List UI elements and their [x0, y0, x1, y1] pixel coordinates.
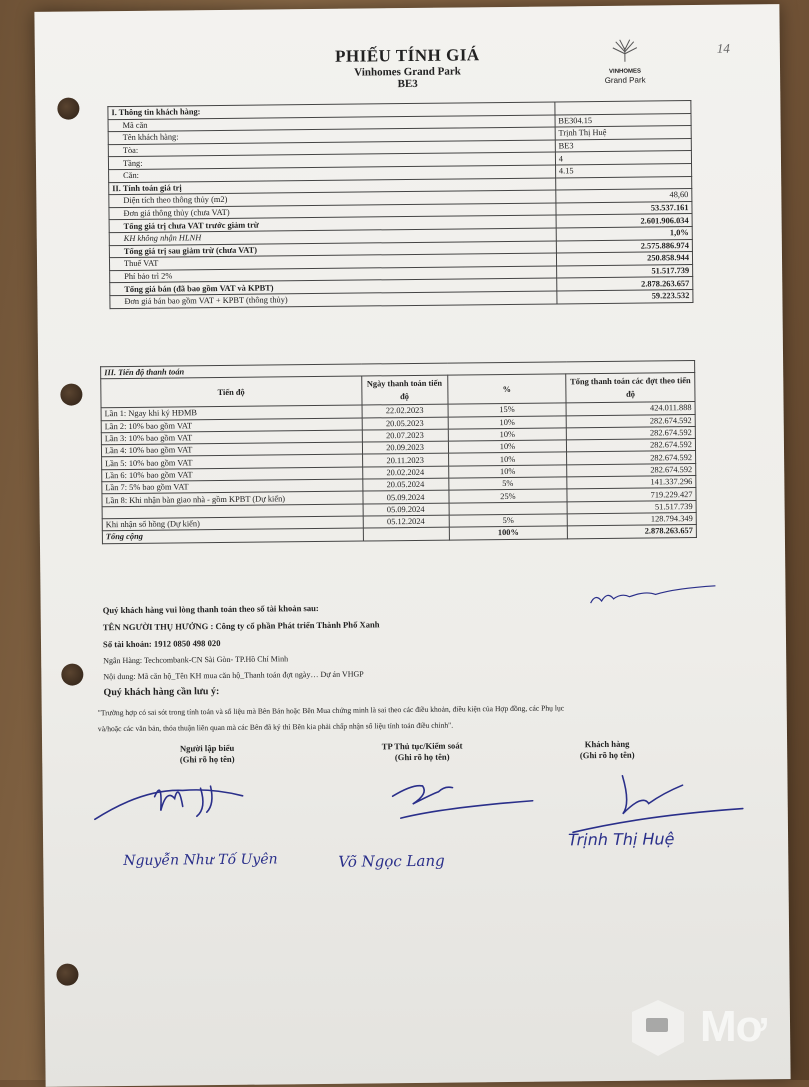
info-value: 4	[555, 151, 691, 165]
punch-hole	[60, 383, 82, 405]
total-pct: 100%	[449, 526, 568, 540]
section-heading: I. Thông tin khách hàng:	[108, 102, 555, 119]
value-amount: 53.537.161	[556, 201, 692, 215]
notice-line: "Trường hợp có sai sót trong tính toán và số liệu mà Bên Bán hoặc Bên Mua chứng minh là sai theo các điều khoản, điều kiện của Hợp đồng, các Phụ lục	[97, 703, 565, 718]
value-label: Tổng giá trị chưa VAT trước giảm trừ	[109, 215, 556, 232]
value-amount: 1,0%	[556, 226, 692, 240]
value-label: Tổng giá trị sau giảm trừ (chưa VAT)	[109, 241, 556, 258]
document-title: PHIẾU TÍNH GIÁ	[334, 45, 480, 66]
logo-sub: Grand Park	[604, 75, 646, 85]
signature-name-preparer: Nguyễn Như Tố Uyên	[123, 851, 278, 870]
project-name: Vinhomes Grand Park	[354, 65, 461, 79]
info-label: Tòa:	[108, 140, 555, 157]
schedule-pct: 5%	[448, 477, 567, 491]
schedule-date: 20.11.2023	[362, 454, 448, 467]
schedule-amount: 141.337.296	[567, 476, 696, 490]
schedule-pct: 10%	[448, 452, 567, 466]
vinhomes-logo	[590, 37, 660, 85]
section-heading: III. Tiến độ thanh toán	[101, 361, 695, 380]
value-label: Đơn giá thông thủy (chưa VAT)	[109, 203, 556, 220]
schedule-label: Lần 3: 10% bao gồm VAT	[101, 430, 362, 445]
building-code: BE3	[397, 77, 418, 91]
value-label: Diện tích theo thông thủy (m2)	[109, 190, 556, 207]
col-header-pct: %	[447, 374, 566, 404]
signature-block-preparer	[137, 742, 277, 765]
schedule-pct: 10%	[448, 428, 567, 442]
beneficiary: TÊN NGƯỜI THỤ HƯỞNG : Công ty cổ phần Phát triển Thành Phố Xanh	[102, 619, 380, 633]
page-mark: 14	[716, 40, 730, 56]
schedule-date: 05.09.2024	[362, 490, 448, 503]
schedule-label: Lần 5: 10% bao gồm VAT	[102, 455, 363, 470]
schedule-pct: 10%	[448, 415, 567, 429]
schedule-amount: 424.011.888	[566, 402, 695, 416]
punch-hole	[57, 97, 79, 119]
bank-name: Ngân Hàng: Techcombank-CN Sài Gòn- TP.Hồ Chí Minh	[103, 654, 289, 666]
punch-hole	[56, 964, 78, 986]
info-label: Mã căn	[108, 115, 555, 132]
value-label: Tổng giá bán (đã bao gồm VAT và KPBT)	[110, 278, 557, 295]
schedule-date: 20.05.2024	[362, 478, 448, 491]
info-value: BE304.15	[555, 113, 691, 127]
schedule-label: Lần 8: Khi nhận bàn giao nhà - gồm KPBT (Dự kiến)	[102, 491, 363, 506]
col-header-date: Ngày thanh toán tiến độ	[361, 375, 447, 405]
signature-role: TP Thủ tục/Kiểm soát	[381, 740, 463, 752]
value-amount: 51.517.739	[556, 264, 692, 278]
notice-title: Quý khách hàng cần lưu ý:	[103, 686, 220, 699]
value-amount: 2.575.886.974	[556, 239, 692, 253]
info-label: Tầng:	[108, 152, 555, 169]
col-header-progress: Tiến độ	[101, 376, 362, 408]
handwritten-mark	[585, 580, 725, 611]
schedule-pct: 10%	[448, 440, 567, 454]
document-title-block	[35, 42, 780, 94]
logo-icon	[610, 38, 640, 64]
value-label: Phí bảo trì 2%	[110, 266, 557, 283]
schedule-label: Khi nhận sổ hồng (Dự kiến)	[102, 516, 363, 531]
schedule-label: Lần 1: Ngay khi ký HĐMB	[101, 405, 362, 420]
value-label: Thuế VAT	[109, 253, 556, 270]
signature-role: Khách hàng	[584, 738, 630, 750]
value-label: KH không nhận HLNH	[109, 228, 556, 245]
schedule-date: 20.02.2024	[362, 466, 448, 479]
info-value: Trịnh Thị Huệ	[555, 126, 691, 140]
schedule-amount: 51.517.739	[567, 500, 696, 514]
signature-role: Người lập biểu	[179, 742, 235, 754]
schedule-pct: 5%	[449, 514, 568, 528]
info-label: Căn:	[109, 165, 556, 182]
payment-schedule-table	[100, 360, 697, 544]
total-amount: 2.878.263.657	[568, 525, 697, 539]
schedule-date: 05.12.2024	[363, 515, 449, 528]
transfer-content: Nội dung: Mã căn hộ_Tên KH mua căn hộ_Thanh toán đợt ngày… Dự án VHGP	[103, 669, 364, 682]
watermark-text: Mơ	[700, 1002, 766, 1051]
info-value: BE3	[555, 138, 691, 152]
account-number: Số tài khoản: 1912 0850 498 020	[102, 638, 221, 650]
schedule-date: 22.02.2023	[362, 404, 448, 417]
signature-name-customer: Trịnh Thị Huệ	[567, 829, 675, 850]
schedule-date: 05.09.2024	[363, 503, 449, 516]
signature-hint: (Ghi rõ họ tên)	[579, 749, 635, 761]
value-label: Đơn giá bán bao gồm VAT + KPBT (thông thủy)	[110, 291, 557, 308]
schedule-label: Lần 2: 10% bao gồm VAT	[101, 418, 362, 433]
schedule-pct: 10%	[448, 465, 567, 479]
schedule-label: Lần 6: 10% bao gồm VAT	[102, 467, 363, 482]
info-value: 4.15	[555, 164, 691, 178]
schedule-label: Lần 7: 5% bao gồm VAT	[102, 479, 363, 494]
col-header-amount: Tổng thanh toán các đợt theo tiến độ	[566, 373, 695, 403]
signature-block-customer	[547, 738, 667, 761]
info-label: Tên khách hàng:	[108, 127, 555, 144]
customer-info-table	[107, 100, 693, 309]
schedule-amount: 282.674.592	[567, 451, 696, 465]
signature-name-controller: Võ Ngọc Lang	[338, 851, 445, 871]
logo-brand: VINHOMES	[609, 68, 642, 75]
schedule-amount: 282.674.592	[566, 414, 695, 428]
schedule-amount: 282.674.592	[567, 463, 696, 477]
schedule-amount: 282.674.592	[567, 426, 696, 440]
payment-intro: Quý khách hàng vui lòng thanh toán theo số tài khoản sau:	[102, 602, 319, 616]
schedule-label: Lần 4: 10% bao gồm VAT	[101, 442, 362, 457]
signature-hint: (Ghi rõ họ tên)	[394, 751, 450, 763]
schedule-pct: 15%	[448, 403, 567, 417]
value-amount: 48,60	[556, 189, 692, 203]
schedule-date: 20.05.2023	[362, 417, 448, 430]
watermark-logo-icon	[628, 998, 708, 1058]
schedule-pct: 25%	[449, 489, 568, 503]
schedule-amount: 282.674.592	[567, 439, 696, 453]
document-page	[34, 4, 790, 1087]
schedule-amount: 128.794.349	[567, 512, 696, 526]
schedule-date: 20.09.2023	[362, 441, 448, 454]
value-amount: 250.858.944	[556, 252, 692, 266]
signature-hint: (Ghi rõ họ tên)	[179, 753, 235, 765]
notice-line: và/hoặc các văn bản, thỏa thuận liên quan mà các Bên đã ký thì Bên kia phải chấp nhận số liệu tính toán điều chỉnh".	[97, 720, 454, 734]
total-label: Tổng cộng	[102, 528, 363, 543]
value-amount: 2.601.906.034	[556, 214, 692, 228]
value-amount: 59.223.532	[557, 289, 693, 303]
schedule-date: 20.07.2023	[362, 429, 448, 442]
value-amount: 2.878.263.657	[557, 277, 693, 291]
section-heading: II. Tính toán giá trị	[109, 178, 556, 195]
schedule-amount: 719.229.427	[567, 488, 696, 502]
signature-block-controller	[347, 740, 497, 764]
punch-hole	[61, 663, 83, 685]
